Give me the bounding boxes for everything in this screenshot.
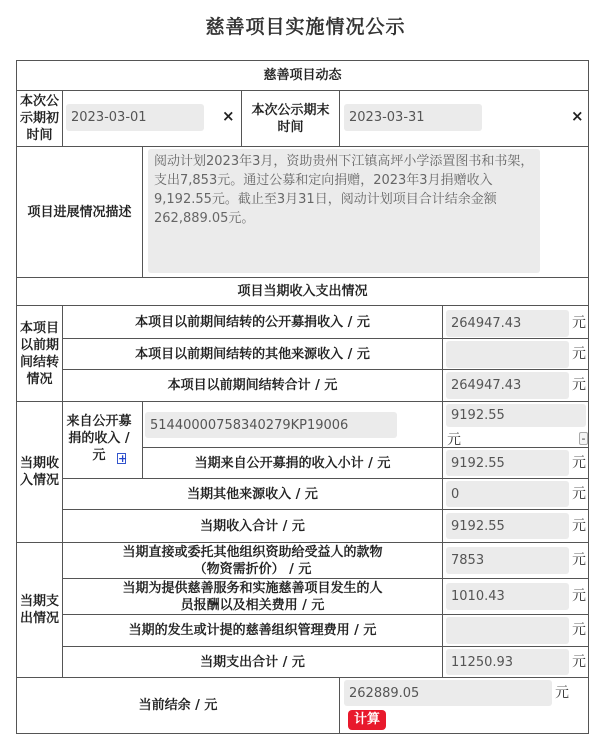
- unit-label: 元: [572, 654, 586, 670]
- unit-label: 元: [572, 588, 586, 604]
- balance-label: 当前结余 / 元: [138, 698, 218, 713]
- current-expense-group-label: 当期支出情况: [19, 594, 59, 626]
- col-divider: [442, 305, 443, 401]
- current-income-group-label: 当期收入情况: [19, 456, 59, 488]
- balance-field[interactable]: 262889.05: [344, 680, 552, 706]
- calculate-button[interactable]: 计算: [348, 710, 386, 730]
- other-income-label: 当期其他来源收入 / 元: [187, 486, 318, 502]
- row-divider: [16, 401, 589, 402]
- end-date-field[interactable]: 2023-03-31: [344, 104, 482, 131]
- expense-goods-field[interactable]: 7853: [446, 547, 569, 574]
- prev-total-field[interactable]: 264947.43: [446, 372, 569, 399]
- public-source-income-label: 来自公开募捐的收入 / 元: [66, 413, 132, 463]
- progress-description-textarea[interactable]: 阅动计划2023年3月，资助贵州下江镇高坪小学添置图书和书架，支出7,853元。通过公募和定向捐赠，2023年3月捐赠收入9,192.55元。截止至3月31日，阅动计划项目合计结余金额262,889.05元。: [148, 149, 540, 273]
- unit-label: 元: [572, 518, 586, 534]
- col-divider: [339, 677, 340, 733]
- expense-staff-label: 当期为提供慈善服务和实施慈善项目发生的人员报酬以及相关费用 / 元: [122, 580, 383, 613]
- col-divider: [339, 90, 340, 146]
- expense-goods-label: 当期直接或委托其他组织资助给受益人的款物（物资需折价） / 元: [122, 544, 383, 577]
- unit-label: 元: [572, 315, 586, 331]
- prev-other-income-label: 本项目以前期间结转的其他来源收入 / 元: [135, 346, 370, 362]
- unit-label: 元: [572, 552, 586, 568]
- prev-other-income-field[interactable]: [446, 341, 569, 368]
- prev-public-income-label: 本项目以前期间结转的公开募捐收入 / 元: [135, 314, 370, 330]
- start-date-field[interactable]: 2023-03-01: [66, 104, 204, 131]
- table-border-right: [588, 60, 589, 734]
- unit-label: 元: [555, 685, 569, 701]
- public-subtotal-field[interactable]: 9192.55: [446, 450, 569, 476]
- start-date-label: 本次公示期初时间: [19, 94, 59, 143]
- col-divider: [442, 401, 443, 677]
- prev-total-label: 本项目以前期间结转合计 / 元: [167, 378, 338, 393]
- unit-label: 元: [572, 346, 586, 362]
- page-title: 慈善项目实施情况公示: [205, 16, 406, 38]
- col-divider: [142, 146, 143, 277]
- record-amount-field[interactable]: 9192.55: [446, 404, 586, 427]
- expense-staff-field[interactable]: 1010.43: [446, 583, 569, 610]
- table-border-bottom: [16, 733, 589, 734]
- add-record-plus-icon[interactable]: +: [118, 452, 128, 465]
- clear-end-date-icon[interactable]: ×: [571, 107, 584, 125]
- prev-period-group-label: 本项目以前期间结转情况: [19, 320, 59, 387]
- progress-label: 项目进展情况描述: [27, 204, 132, 220]
- unit-label: 元: [447, 432, 461, 448]
- public-subtotal-label: 当期来自公开募捐的收入小计 / 元: [194, 455, 391, 471]
- unit-label: 元: [572, 377, 586, 393]
- unit-label: 元: [572, 455, 586, 471]
- expense-mgmt-label: 当期的发生或计提的慈善组织管理费用 / 元: [128, 623, 377, 638]
- fundraising-record-no-field[interactable]: 51440000758340279KP19006: [145, 412, 397, 438]
- section-header-dynamics: 慈善项目动态: [263, 68, 342, 83]
- other-income-field[interactable]: 0: [446, 481, 569, 507]
- clear-start-date-icon[interactable]: ×: [222, 107, 235, 125]
- col-divider: [62, 90, 63, 146]
- section-header-finance: 项目当期收入支出情况: [237, 284, 368, 299]
- income-total-field[interactable]: 9192.55: [446, 513, 569, 539]
- expense-total-label: 当期支出合计 / 元: [200, 654, 305, 670]
- expense-mgmt-field[interactable]: [446, 617, 569, 644]
- unit-label: 元: [572, 622, 586, 638]
- income-total-label: 当期收入合计 / 元: [200, 518, 305, 534]
- prev-public-income-field[interactable]: 264947.43: [446, 310, 569, 337]
- end-date-label: 本次公示期末时间: [251, 102, 330, 135]
- expense-total-field[interactable]: 11250.93: [446, 649, 569, 675]
- remove-record-minus-icon[interactable]: -: [579, 432, 588, 445]
- unit-label: 元: [572, 486, 586, 502]
